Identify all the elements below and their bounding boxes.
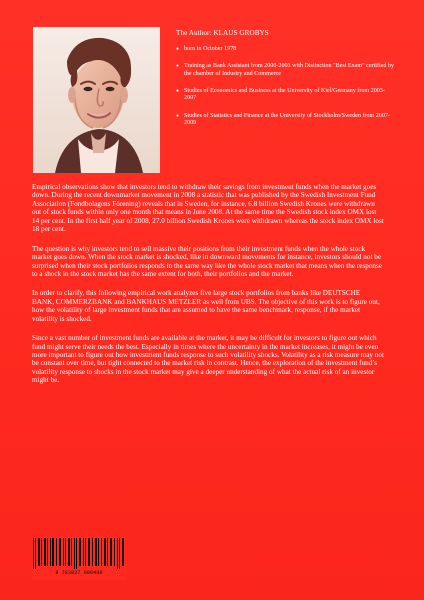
author-portrait-image: [33, 27, 160, 173]
description-paragraph-1: Empirical observations show that investors tend to withdraw their savings from investment funds when the market goes down. During the recent downmarket movement in 2008 a statistic that was published by the Swedish Investment Fund Association (Fondbolagens Förening) reveals that in Sweden, for instance, 6.8 billion Swedish Krones were withdrawn out of stock funds within only one month that means in June 2008. At the same time the Swedish stock index OMX lost 14 per cent. In the first half year of 2008, 27.0 billion Swedish Krones were withdrawn whereas the stock index OMX lost 18 per cent.: [32, 183, 384, 234]
description-paragraph-4: Since a vast number of investment funds are available at the market, it may be difficult for investors to figure out which fund might serve their needs the best. Especially in times where the uncertainty in the market increases, it might be even more important to figure out how investment funds response to such volatility shocks. Volatility as a risk measure may not be constant over time, but tight connected to the market risk in contrast. Hence, the exploration of the investment fund’s volatility response to shocks in the stock market may give a deeper understanding of what the actual risk of an investor might be.: [32, 334, 385, 385]
author-bio-list: [176, 46, 396, 137]
isbn-number: 9 783837 090499: [55, 570, 103, 576]
isbn-barcode: [32, 537, 126, 580]
author-heading: The Author: KLAUS GROBYS: [176, 29, 269, 37]
bio-item-birth: ● born in October 1978: [176, 46, 396, 53]
description-paragraph-2: The question is why investors tend to sell massive their positions from their investment funds when the whole stock market goes down. When the stock market is shocked, like in downward movements for instance, investors should not be surprised when their stock portfolios responds in the same way like the whole stock market that means when the response to a shock in the stock market has the same extent for both, their portfolios and the market.: [32, 244, 383, 278]
author-photo: [33, 27, 160, 173]
description-paragraph-3: In order to clarify, this following empirical work analyzes five large stock portfolios from banks like DEUTSCHE BANK, COMMERZBANK and BANKHAUS METZLER as well from UBS. The objective of this work is to figure out, how the volatility of large investment funds that are assumed to have the same benchmark, response, if the market volatility is shocked.: [32, 289, 380, 323]
bio-item-training: ● Training as Bank Assistant from 2000-2003 with Distinction "Best Exam" certified by the chamber of Industry and Commerce: [176, 63, 396, 78]
bio-item-kiel-studies: ● Studies of Economics and Business at the University of Kiel/Germany from 2003-2007: [176, 88, 396, 103]
barcode-bars: [32, 537, 126, 570]
bio-item-stockholm-studies: ● Studies of Statistics and Finance at the University of Stockholm/Sweden from 2007-2009: [176, 113, 396, 128]
back-cover-description: [32, 183, 384, 396]
